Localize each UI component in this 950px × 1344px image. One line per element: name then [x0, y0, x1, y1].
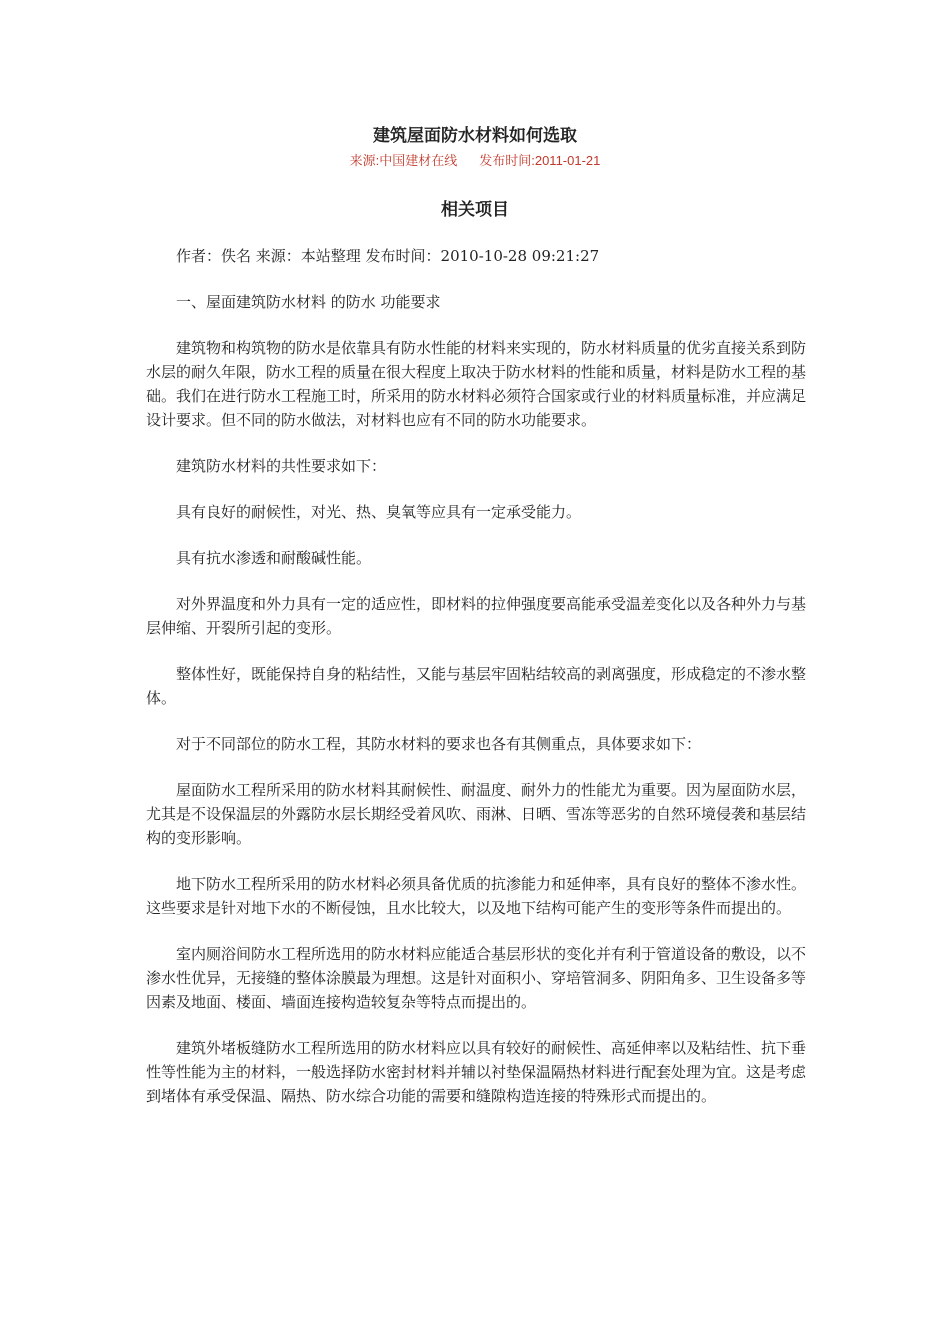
author-info-line: 作者：佚名 来源：本站整理 发布时间：2010-10-28 09:21:27 — [176, 247, 600, 265]
paragraph: 屋面防水工程所采用的防水材料其耐候性、耐温度、耐外力的性能尤为重要。因为屋面防水层，尤其是不设保温层的外露防水层长期经受着风吹、雨淋、日晒、雪冻等恶劣的自然环境侵袭和基层结构的变形影响。 — [146, 781, 807, 847]
publish-date-text: 发布时间:2011-01-21 — [479, 153, 601, 168]
paragraph: 一、屋面建筑防水材料 的防水 功能要求 — [176, 293, 441, 311]
paragraph: 室内厕浴间防水工程所选用的防水材料应能适合基层形状的变化并有利于管道设备的敷设，以不渗水性优异，无接缝的整体涂膜最为理想。这是针对面积小、穿培管洞多、阴阳角多、卫生设备多等因素及地面、楼面、墙面连接构造较复杂等特点而提出的。 — [146, 945, 807, 1011]
paragraph: 对外界温度和外力具有一定的适应性，即材料的拉伸强度要高能承受温差变化以及各种外力与基层伸缩、开裂所引起的变形。 — [146, 595, 807, 637]
section-heading: 相关项目 — [441, 200, 509, 220]
paragraph: 地下防水工程所采用的防水材料必须具备优质的抗渗能力和延伸率，具有良好的整体不渗水性。这些要求是针对地下水的不断侵蚀，且水比较大，以及地下结构可能产生的变形等条件而提出的。 — [146, 875, 807, 917]
article-body — [146, 244, 806, 1130]
paragraph: 建筑防水材料的共性要求如下： — [176, 457, 387, 475]
paragraph: 建筑物和构筑物的防水是依靠具有防水性能的材料来实现的，防水材料质量的优劣直接关系到防水层的耐久年限，防水工程的质量在很大程度上取决于防水材料的性能和质量，材料是防水工程的基础。我们在进行防水工程施工时，所采用的防水材料必须符合国家或行业的材料质量标准，并应满足设计要求。但不同的防水做法，对材料也应有不同的防水功能要求。 — [146, 339, 807, 429]
paragraph: 具有抗水渗透和耐酸碱性能。 — [176, 549, 372, 567]
source-text: 来源:中国建材在线 — [349, 153, 458, 168]
paragraph: 具有良好的耐候性，对光、热、臭氧等应具有一定承受能力。 — [176, 503, 582, 521]
paragraph: 建筑外堵板缝防水工程所选用的防水材料应以具有较好的耐候性、高延伸率以及粘结性、抗下垂性等性能为主的材料，一般选择防水密封材料并辅以衬垫保温隔热材料进行配套处理为宜。这是考虑到堵体有承受保温、隔热、防水综合功能的需要和缝隙构造连接的特殊形式而提出的。 — [146, 1039, 807, 1105]
article-title: 建筑屋面防水材料如何选取 — [373, 126, 577, 146]
paragraph: 整体性好，既能保持自身的粘结性，又能与基层牢固粘结较高的剥离强度，形成稳定的不渗水整体。 — [146, 665, 807, 707]
article-meta — [0, 152, 950, 170]
paragraph: 对于不同部位的防水工程，其防水材料的要求也各有其侧重点，具体要求如下： — [176, 735, 702, 753]
